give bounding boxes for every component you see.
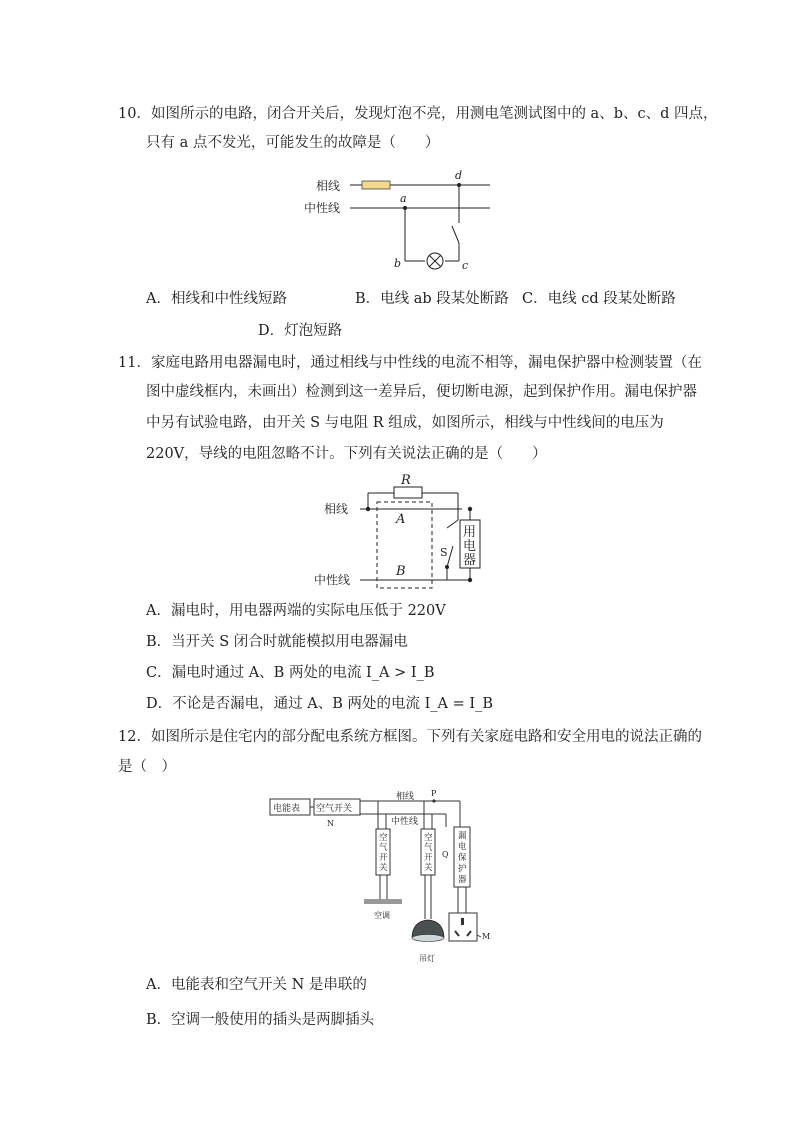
label-p: P [431,789,437,798]
label-neutral: 中性线 [314,573,351,587]
q10-line1: 10．如图所示的电路，闭合开关后，发现灯泡不亮，用测电笔测试图中的 a、b、c、d 四点， [118,106,718,122]
load-label-3: 器 [463,553,477,568]
switch1-char1: 空 [379,833,388,843]
switch2-char4: 关 [424,863,433,873]
q10-option-c: C．电线 cd 段某处断路 [522,291,676,307]
q11-circuit-diagram [310,470,500,592]
air-switch-label: 空气开关 [316,804,353,814]
q12-option-b: B．空调一般使用的插头是两脚插头 [146,1012,375,1028]
switch1-char2: 气 [379,843,388,853]
q11-line4: 220V，导线的电阻忽略不计。下列有关说法正确的是（ ） [146,446,547,462]
label-d: d [455,169,463,182]
label-n: N [327,819,334,828]
meter-label: 电能表 [273,804,301,814]
label-live: 相线 [316,179,341,193]
label-live: 相线 [324,502,349,516]
air-conditioner-icon [364,899,402,904]
switch1-char3: 开 [379,853,388,863]
socket-icon [449,913,477,941]
load-label-1: 用 [463,525,477,540]
label-b: B [396,564,406,579]
switch2-char1: 空 [424,833,433,843]
label-q: Q [442,850,449,859]
label-s: S [440,546,448,559]
lamp-icon [427,253,443,269]
switch1-char4: 关 [379,863,388,873]
q12-line1: 12．如图所示是住宅内的部分配电系统方框图。下列有关家庭电路和安全用电的说法正确的 [118,729,702,745]
q11-line3: 中另有试验电路，由开关 S 与电阻 R 组成，如图所示，相线与中性线间的电压为 [146,415,664,431]
q10-option-b: B．电线 ab 段某处断路 [355,291,509,307]
q12-distribution-diagram [266,787,496,967]
switch-s-icon [447,546,453,567]
q11-option-b: B．当开关 S 闭合时就能模拟用电器漏电 [146,634,408,650]
label-c: c [462,259,469,272]
rcd-char4: 护 [458,864,467,874]
label-live: 相线 [396,792,415,802]
q10-circuit-diagram [300,168,500,276]
q12-option-a: A．电能表和空气开关 N 是串联的 [146,977,367,993]
switch2-char3: 开 [424,853,433,863]
label-m: M [482,932,491,941]
label-neutral: 中性线 [304,201,341,215]
label-r: R [401,473,411,488]
label-neutral: 中性线 [391,817,419,827]
q10-option-d: D．灯泡短路 [258,323,343,339]
switch2-char2: 气 [424,843,433,853]
q11-line1: 11．家庭电路用电器漏电时，通过相线与中性线的电流不相等，漏电保护器中检测装置（在 [118,355,702,371]
q11-option-d: D．不论是否漏电，通过 A、B 两处的电流 I_A = I_B [146,696,494,712]
label-a: a [400,192,407,205]
q12-line2: 是（ ） [118,759,176,775]
resistor-icon [394,487,422,498]
q10-option-a: A．相线和中性线短路 [146,291,287,307]
q11-option-a: A．漏电时，用电器两端的实际电压低于 220V [146,603,446,619]
pendant-lamp-icon [412,920,444,942]
load-label-2: 电 [463,539,477,554]
fuse [362,181,390,189]
q10-line2: 只有 a 点不发光，可能发生的故障是（ ） [146,135,440,151]
rcd-char2: 电 [458,842,467,852]
switch-icon [452,226,459,243]
rcd-char3: 保 [458,853,467,863]
label-b: b [394,257,402,270]
ac-label: 空调 [374,911,390,920]
lamp-label: 吊灯 [419,954,435,963]
rcd-char5: 器 [458,875,467,885]
q11-option-c: C．漏电时通过 A、B 两处的电流 I_A > I_B [146,665,435,681]
label-a: A [396,512,406,527]
q11-line2: 图中虚线框内，未画出）检测到这一差异后，便切断电源，起到保护作用。漏电保护器 [146,384,697,400]
rcd-char1: 漏 [458,831,467,841]
